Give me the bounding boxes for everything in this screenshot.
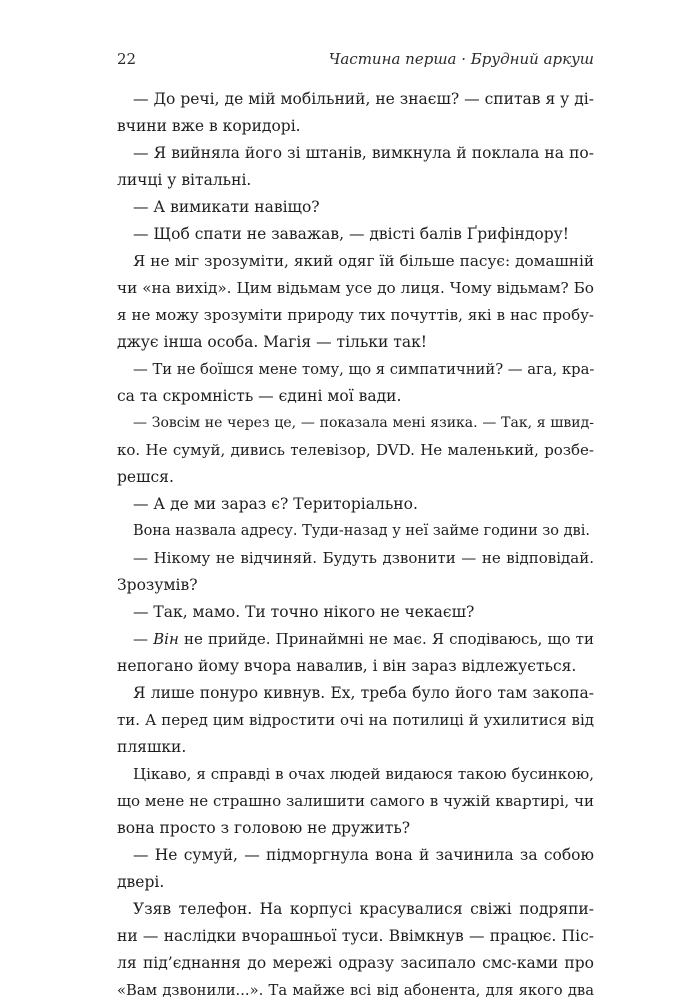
text-line: ля під’єднання до мережі одразу засипало смс-ками про xyxy=(117,954,594,972)
text-line: ти. А перед цим відростити очі на потилиці й ухилитися від xyxy=(117,711,594,729)
text-line: личці у вітальні. xyxy=(117,171,252,189)
text-line: — Так, мамо. Ти точно нікого не чекаєш? xyxy=(133,603,475,621)
text-line: — До речі, де мій мобільний, не знаєш? — спитав я у ді- xyxy=(133,90,594,108)
text-line: двері. xyxy=(117,873,165,891)
text-line: Узяв телефон. На корпусі красувалися свіжі подряпи- xyxy=(133,900,594,918)
text-line: вчини вже в коридорі. xyxy=(117,117,301,135)
text-line xyxy=(117,626,594,653)
text-line: — А де ми зараз є? Територіально. xyxy=(133,495,418,513)
text-line: са та скромність — єдині мої вади. xyxy=(117,387,402,405)
text-line: — А вимикати навіщо? xyxy=(133,198,320,216)
text-line: що мене не страшно залишити самого в чужій квартирі, чи xyxy=(117,792,594,810)
text-line: Я лише понуро кивнув. Ех, треба було його там закопа- xyxy=(133,684,594,702)
text-line: Зрозумів? xyxy=(117,576,198,594)
text-line: «Вам дзвонили...». Та майже всі від абонента, для якого два xyxy=(117,982,594,999)
line-prefix: — xyxy=(133,630,154,648)
text-line: джує інша особа. Магія — тільки так! xyxy=(117,333,427,351)
text-line: вона просто з головою не дружить? xyxy=(117,819,411,837)
text-line: я не можу зрозуміти природу тих почуттів, які в нас пробу- xyxy=(117,306,594,324)
text-line: решся. xyxy=(117,468,174,486)
page-number: 22 xyxy=(117,50,137,68)
text-line: — Щоб спати не заважав, — двісті балів Ґрифіндору! xyxy=(133,225,570,243)
text-line: чи «на вихід». Цим відьмам усе до лиця. Чому відьмам? Бо xyxy=(117,279,594,297)
text-line: Цікаво, я справді в очах людей видаюся такою бусинкою, xyxy=(133,765,594,783)
running-head: Частина перша · Брудний аркуш xyxy=(328,50,594,68)
text-line: Я не міг зрозуміти, який одяг їй більше пасує: домашній xyxy=(133,252,594,270)
text-line: — Я вийняла його зі штанів, вимкнула й поклала на по- xyxy=(133,144,594,162)
text-line: пляшки. xyxy=(117,738,187,756)
text-line: непогано йому вчора навалив, і він зараз відлежується. xyxy=(117,657,577,675)
text-body xyxy=(117,86,594,1004)
emphasized-word: Він xyxy=(153,630,179,648)
text-line: Вона назвала адресу. Туди-назад у неї займе години зо дві. xyxy=(133,523,590,539)
line-text: не прийде. Принаймні не має. Я сподіваюсь, що ти xyxy=(178,630,594,648)
text-line: ко. Не сумуй, дивись телевізор, DVD. Не маленький, розбе- xyxy=(117,441,594,459)
page-header xyxy=(117,50,594,72)
text-line: — Нікому не відчиняй. Будуть дзвонити — не відповідай. xyxy=(133,549,594,567)
text-line: — Ти не боїшся мене тому, що я симпатичний? — ага, кра- xyxy=(133,361,595,378)
text-line: — Зовсім не через це, — показала мені язика. — Так, я швид- xyxy=(133,415,594,431)
text-line: ни — наслідки вчорашньої туси. Ввімкнув — працює. Піс- xyxy=(117,927,594,945)
text-line: — Не сумуй, — підморгнула вона й зачинила за собою xyxy=(133,846,594,864)
